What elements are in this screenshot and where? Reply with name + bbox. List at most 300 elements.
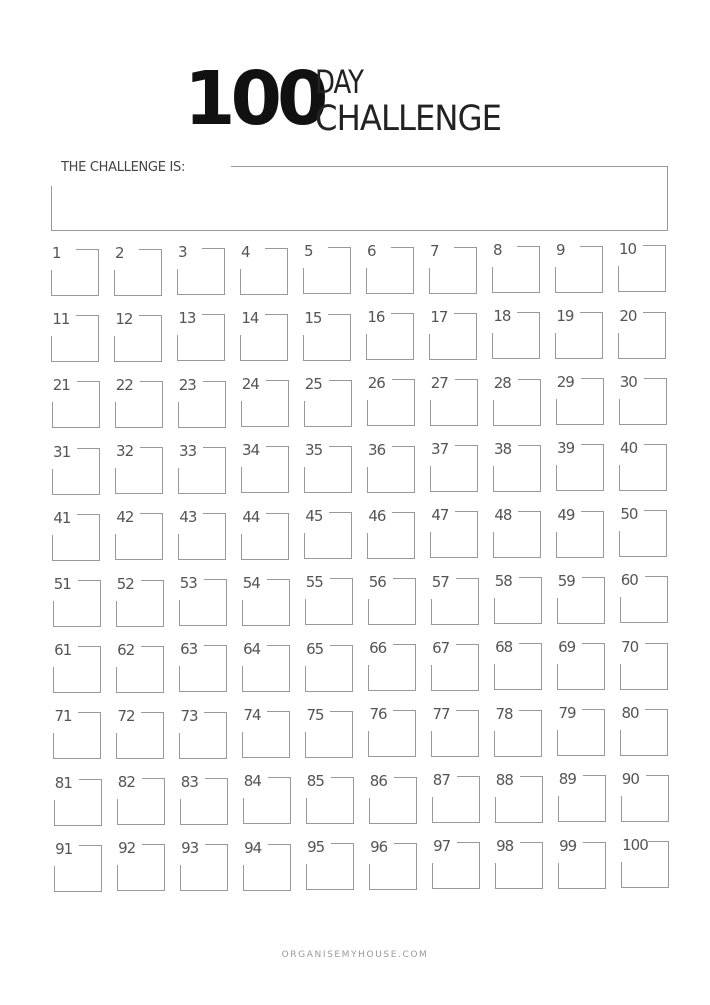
day-number: 61 [54,641,72,660]
day-checkbox[interactable] [114,309,162,362]
day-checkbox[interactable] [242,573,290,626]
box-top-stub [265,248,288,249]
box-right-border [541,643,542,690]
day-checkbox[interactable] [179,640,227,692]
box-top-stub [391,247,414,248]
box-left-border [178,468,179,494]
box-left-border [493,466,494,492]
box-left-border [431,665,432,691]
box-bottom-border [306,889,354,890]
day-number: 3 [178,243,187,262]
box-left-border [619,531,620,557]
day-checkbox[interactable] [619,505,667,557]
day-number: 89 [558,770,576,789]
day-checkbox[interactable] [493,373,541,426]
day-checkbox[interactable] [178,508,226,560]
box-top-stub [456,710,479,711]
box-top-stub [140,447,163,448]
box-top-stub [203,447,226,448]
box-top-stub [202,314,225,315]
day-checkbox[interactable] [178,375,226,428]
day-checkbox[interactable] [430,374,478,426]
box-bottom-border [430,425,478,426]
box-left-border [557,598,558,624]
box-bottom-border [115,493,163,494]
box-bottom-border [369,889,417,890]
day-checkbox[interactable] [179,706,227,759]
day-checkbox[interactable] [240,242,288,295]
day-checkbox[interactable] [493,506,541,558]
box-left-border [305,732,306,758]
box-left-border [619,465,620,491]
box-left-border [116,733,117,759]
day-checkbox[interactable] [620,637,668,690]
box-top-stub [77,381,100,382]
day-checkbox[interactable] [492,307,540,359]
box-top-stub [77,514,100,515]
day-number: 100 [622,836,648,855]
day-checkbox[interactable] [621,770,669,822]
box-left-border [430,532,431,558]
box-right-border [350,314,351,361]
box-top-stub [331,843,354,844]
day-checkbox[interactable] [53,575,101,627]
day-checkbox[interactable] [430,506,478,558]
day-checkbox[interactable] [116,574,164,627]
day-number: 65 [306,639,324,658]
box-left-border [304,533,305,559]
box-bottom-border [369,823,417,824]
box-right-border [477,445,478,492]
day-checkbox[interactable] [303,242,351,294]
day-number: 64 [243,640,261,658]
box-top-stub [645,709,668,710]
box-bottom-border [53,758,101,759]
box-left-border [620,730,621,756]
box-bottom-border [242,625,290,626]
day-number: 31 [53,442,71,461]
box-top-stub [580,312,603,313]
box-top-stub [391,313,414,314]
day-checkbox[interactable] [557,638,605,690]
box-left-border [179,666,180,692]
day-checkbox[interactable] [177,243,225,295]
box-right-border [287,314,288,361]
day-number: 6 [367,242,376,260]
box-left-border [242,732,243,758]
box-top-stub [519,577,542,578]
box-right-border [226,645,227,692]
box-bottom-border [304,426,352,427]
day-number: 45 [305,507,323,526]
box-right-border [288,380,289,427]
day-number: 24 [241,375,259,394]
day-checkbox[interactable] [431,572,479,625]
box-right-border [416,843,417,890]
box-bottom-border [431,624,479,625]
day-checkbox[interactable] [178,441,226,494]
box-bottom-border [495,822,543,823]
day-checkbox[interactable] [618,306,666,359]
box-top-stub [204,712,227,713]
box-left-border [492,333,493,359]
day-number: 86 [369,771,387,790]
day-number: 17 [430,307,448,326]
box-right-border [605,775,606,822]
box-left-border [305,599,306,625]
day-checkbox[interactable] [242,706,290,758]
challenge-box-top-border [231,166,667,167]
box-right-border [542,842,543,889]
day-number: 95 [307,838,325,857]
day-checkbox[interactable] [54,773,102,826]
box-left-border [494,664,495,690]
box-right-border [665,312,666,359]
box-top-stub [78,712,101,713]
day-number: 84 [243,772,261,791]
day-checkbox[interactable] [366,308,414,360]
box-left-border [555,267,556,293]
box-left-border [117,865,118,891]
day-number: 63 [180,640,198,659]
day-checkbox[interactable] [304,441,352,493]
day-checkbox[interactable] [368,639,416,691]
box-top-stub [457,776,480,777]
box-right-border [352,578,353,625]
day-number: 48 [494,506,512,524]
box-top-stub [268,777,291,778]
box-bottom-border [53,626,101,627]
box-top-stub [266,380,289,381]
day-checkbox[interactable] [117,773,165,825]
box-right-border [162,381,163,428]
day-checkbox[interactable] [305,639,353,692]
box-right-border [604,577,605,624]
day-checkbox[interactable] [369,771,417,824]
box-top-stub [643,245,666,246]
day-checkbox[interactable] [241,507,289,560]
day-number: 43 [179,508,197,526]
box-top-stub [457,842,480,843]
day-number: 20 [619,306,637,325]
day-checkbox[interactable] [430,440,478,492]
box-top-stub [580,246,603,247]
day-number: 87 [432,771,450,790]
day-checkbox[interactable] [54,839,102,892]
day-checkbox[interactable] [305,573,353,625]
day-number: 46 [368,506,386,525]
day-number: 14 [241,309,259,327]
box-right-border [351,512,352,559]
day-checkbox[interactable] [305,705,353,758]
day-checkbox[interactable] [51,310,99,362]
box-right-border [227,844,228,891]
day-checkbox[interactable] [620,571,668,623]
box-right-border [541,577,542,624]
box-top-stub [265,314,288,315]
day-checkbox[interactable] [53,641,101,693]
box-bottom-border [556,557,604,558]
box-right-border [414,379,415,426]
box-top-stub [394,843,417,844]
box-top-stub [328,314,351,315]
day-checkbox[interactable] [429,241,477,294]
day-checkbox[interactable] [369,837,417,890]
day-checkbox[interactable] [429,307,477,360]
box-right-border [353,777,354,824]
day-number: 58 [494,572,512,591]
day-checkbox[interactable] [241,441,289,493]
box-top-stub [142,778,165,779]
box-left-border [116,601,117,627]
day-checkbox[interactable] [179,574,227,626]
day-checkbox[interactable] [620,703,668,756]
challenge-label: THE CHALLENGE IS: [61,160,186,175]
day-checkbox[interactable] [52,442,100,495]
box-right-border [288,446,289,493]
day-checkbox[interactable] [115,508,163,560]
day-number: 92 [118,839,136,858]
day-number: 26 [367,374,385,393]
day-checkbox[interactable] [558,770,606,822]
day-checkbox[interactable] [492,241,540,293]
box-bottom-border [366,293,414,294]
box-top-stub [581,378,604,379]
day-checkbox[interactable] [493,439,541,492]
box-top-stub [202,248,225,249]
day-checkbox[interactable] [555,307,603,359]
day-checkbox[interactable] [114,243,162,296]
day-checkbox[interactable] [494,638,542,690]
box-bottom-border [54,825,102,826]
box-top-stub [518,445,541,446]
box-top-stub [78,646,101,647]
box-left-border [367,533,368,559]
box-right-border [415,644,416,691]
title-day: DAY [315,63,364,101]
box-right-border [602,312,603,359]
box-bottom-border [240,360,288,361]
day-number: 69 [558,638,576,656]
day-checkbox[interactable] [367,506,415,559]
day-number: 68 [495,638,513,657]
day-checkbox[interactable] [367,440,415,493]
day-checkbox[interactable] [117,839,165,891]
day-number: 77 [432,705,450,723]
box-left-border [115,402,116,428]
box-bottom-border [305,691,353,692]
day-checkbox[interactable] [557,571,605,624]
day-checkbox[interactable] [177,309,225,361]
day-number: 66 [369,639,387,658]
day-checkbox[interactable] [241,375,289,427]
day-checkbox[interactable] [368,705,416,757]
day-checkbox[interactable] [116,640,164,693]
box-bottom-border [494,689,542,690]
box-right-border [98,315,99,362]
box-bottom-border [52,427,100,428]
box-top-stub [644,378,667,379]
day-checkbox[interactable] [243,838,291,891]
box-left-border [556,399,557,425]
box-right-border [227,778,228,825]
box-right-border [100,646,101,693]
box-left-border [558,863,559,889]
box-bottom-border [114,361,162,362]
box-left-border [303,268,304,294]
day-checkbox[interactable] [180,772,228,825]
day-number: 49 [557,505,575,524]
day-checkbox[interactable] [558,836,606,889]
day-checkbox[interactable] [431,638,479,691]
box-left-border [305,666,306,692]
day-number: 22 [115,376,133,394]
day-checkbox[interactable] [304,374,352,427]
box-top-stub [455,511,478,512]
box-bottom-border [556,424,604,425]
day-number: 88 [495,770,513,789]
box-right-border [605,842,606,889]
box-bottom-border [54,891,102,892]
day-checkbox[interactable] [52,376,100,428]
day-number: 8 [493,241,502,260]
box-bottom-border [555,358,603,359]
box-right-border [164,844,165,891]
day-checkbox[interactable] [366,242,414,294]
day-checkbox[interactable] [240,309,288,361]
day-checkbox[interactable] [115,376,163,428]
day-checkbox[interactable] [494,572,542,624]
box-top-stub [330,711,353,712]
day-number: 4 [241,242,250,261]
day-checkbox[interactable] [555,240,603,293]
day-checkbox[interactable] [556,439,604,491]
box-bottom-border [368,690,416,691]
day-checkbox[interactable] [306,772,354,824]
day-checkbox[interactable] [368,573,416,625]
box-top-stub [456,578,479,579]
day-checkbox[interactable] [180,839,228,891]
day-number: 74 [243,706,261,725]
day-number: 37 [431,440,449,459]
day-checkbox[interactable] [556,505,604,558]
box-top-stub [79,779,102,780]
day-checkbox[interactable] [431,705,479,757]
day-checkbox[interactable] [432,771,480,823]
day-number: 78 [495,704,513,723]
day-checkbox[interactable] [556,373,604,425]
box-top-stub [139,315,162,316]
day-checkbox[interactable] [495,770,543,823]
box-bottom-border [366,359,414,360]
box-bottom-border [240,294,288,295]
day-checkbox[interactable] [303,308,351,361]
day-checkbox[interactable] [619,372,667,425]
box-bottom-border [619,424,667,425]
box-right-border [667,643,668,690]
box-right-border [477,379,478,426]
box-right-border [350,247,351,294]
day-checkbox[interactable] [557,704,605,756]
box-right-border [98,249,99,296]
day-checkbox[interactable] [53,707,101,759]
box-bottom-border [368,756,416,757]
day-number: 2 [115,243,124,262]
day-checkbox[interactable] [494,704,542,757]
box-left-border [494,731,495,757]
challenge-input-box[interactable] [51,166,668,231]
day-checkbox[interactable] [495,837,543,889]
day-checkbox[interactable] [306,838,354,890]
day-checkbox[interactable] [116,707,164,759]
box-top-stub [141,712,164,713]
box-left-border [51,270,52,296]
box-bottom-border [303,360,351,361]
day-checkbox[interactable] [621,836,669,888]
box-right-border [100,580,101,627]
box-top-stub [330,645,353,646]
box-right-border [351,380,352,427]
day-checkbox[interactable] [619,439,667,491]
box-left-border [493,400,494,426]
day-checkbox[interactable] [618,240,666,292]
box-bottom-border [557,755,605,756]
box-left-border [429,268,430,294]
box-left-border [495,797,496,823]
day-checkbox[interactable] [52,508,100,561]
day-number: 93 [181,839,199,857]
box-top-stub [140,381,163,382]
box-left-border [621,796,622,822]
day-number: 7 [430,241,439,260]
box-bottom-border [493,557,541,558]
day-checkbox[interactable] [51,244,99,296]
day-number: 27 [430,374,448,392]
day-number: 60 [620,571,638,590]
challenge-box-left-border [51,186,52,230]
day-checkbox[interactable] [242,640,290,692]
box-top-stub [582,709,605,710]
box-bottom-border [242,691,290,692]
day-checkbox[interactable] [432,837,480,889]
day-number: 56 [368,573,386,591]
day-number: 55 [305,573,323,592]
box-left-border [618,266,619,292]
day-checkbox[interactable] [243,772,291,824]
day-checkbox[interactable] [115,442,163,494]
day-checkbox[interactable] [304,507,352,559]
box-right-border [161,249,162,296]
box-left-border [556,465,557,491]
day-number: 10 [619,240,637,259]
box-left-border [241,534,242,560]
day-number: 41 [53,508,71,527]
box-top-stub [329,446,352,447]
box-left-border [430,400,431,426]
box-left-border [241,467,242,493]
box-top-stub [392,379,415,380]
day-number: 73 [180,706,198,725]
box-left-border [555,333,556,359]
box-top-stub [518,379,541,380]
day-checkbox[interactable] [367,374,415,426]
day-number: 25 [304,374,322,393]
box-bottom-border [241,426,289,427]
day-number: 76 [369,705,387,724]
box-bottom-border [243,890,291,891]
box-right-border [479,842,480,889]
box-right-border [667,576,668,623]
